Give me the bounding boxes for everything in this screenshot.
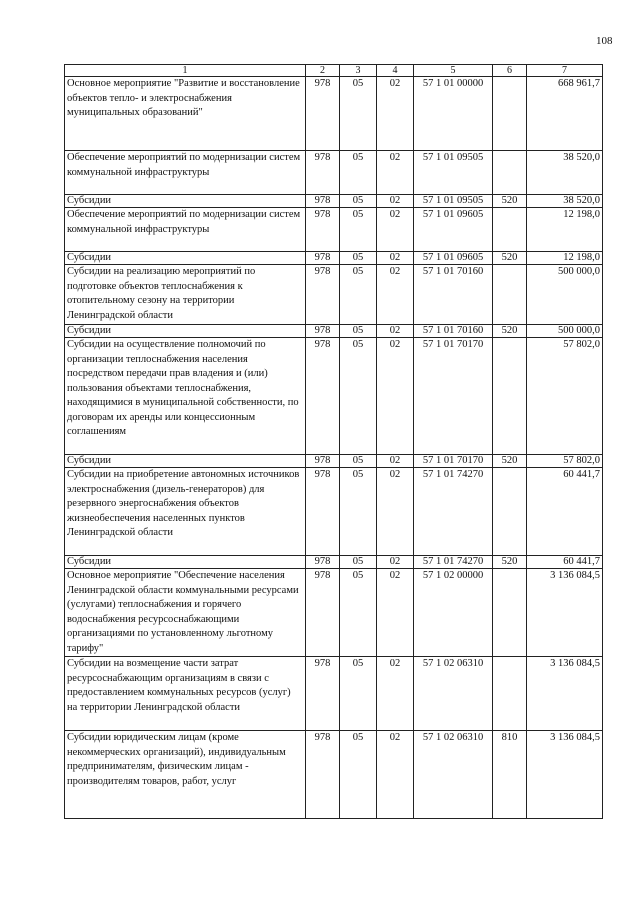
target-article-code: 57 1 02 06310 [414, 657, 493, 731]
column-header: 3 [340, 65, 377, 77]
subsection-code: 02 [377, 468, 414, 556]
table-row [65, 657, 603, 731]
amount: 500 000,0 [527, 325, 603, 338]
section-code: 05 [340, 731, 377, 819]
table-row [65, 265, 603, 325]
expense-type-code [493, 468, 527, 556]
column-header: 2 [306, 65, 340, 77]
item-name: Субсидии [65, 556, 306, 569]
amount: 668 961,7 [527, 77, 603, 151]
expense-type-code [493, 151, 527, 195]
subsection-code: 02 [377, 252, 414, 265]
expense-type-code [493, 208, 527, 252]
table-row [65, 556, 603, 569]
section-code: 05 [340, 325, 377, 338]
subsection-code: 02 [377, 77, 414, 151]
ministry-code: 978 [306, 195, 340, 208]
item-name: Субсидии [65, 252, 306, 265]
target-article-code: 57 1 01 74270 [414, 468, 493, 556]
expense-type-code [493, 77, 527, 151]
section-code: 05 [340, 556, 377, 569]
amount: 60 441,7 [527, 468, 603, 556]
item-name: Субсидии [65, 455, 306, 468]
subsection-code: 02 [377, 657, 414, 731]
subsection-code: 02 [377, 151, 414, 195]
expense-type-code: 810 [493, 731, 527, 819]
target-article-code: 57 1 01 70160 [414, 265, 493, 325]
ministry-code: 978 [306, 265, 340, 325]
column-number-row [65, 65, 603, 77]
column-header: 5 [414, 65, 493, 77]
item-name: Субсидии на реализацию мероприятий по подготовке объектов теплоснабжения к отопительному сезону на территории Ленинградской области [65, 265, 306, 325]
expense-type-code [493, 657, 527, 731]
table-row [65, 325, 603, 338]
subsection-code: 02 [377, 455, 414, 468]
subsection-code: 02 [377, 569, 414, 657]
page-number: 108 [596, 35, 613, 47]
subsection-code: 02 [377, 556, 414, 569]
expense-type-code: 520 [493, 252, 527, 265]
item-name: Обеспечение мероприятий по модернизации систем коммунальной инфраструктуры [65, 151, 306, 195]
expense-type-code [493, 265, 527, 325]
ministry-code: 978 [306, 657, 340, 731]
table-row [65, 569, 603, 657]
expense-type-code: 520 [493, 325, 527, 338]
expense-type-code: 520 [493, 556, 527, 569]
target-article-code: 57 1 01 70170 [414, 338, 493, 455]
subsection-code: 02 [377, 265, 414, 325]
table-row [65, 208, 603, 252]
budget-table [64, 64, 603, 819]
target-article-code: 57 1 01 09505 [414, 151, 493, 195]
amount: 3 136 084,5 [527, 731, 603, 819]
amount: 57 802,0 [527, 455, 603, 468]
table-row [65, 151, 603, 195]
ministry-code: 978 [306, 325, 340, 338]
section-code: 05 [340, 657, 377, 731]
item-name: Субсидии [65, 325, 306, 338]
item-name: Субсидии на осуществление полномочий по организации теплоснабжения населения посредством передачи прав владения и (или) пользования объектами теплоснабжения, находящимися в муниципальной собственности, по договорам их аренды или концессионным соглашениям [65, 338, 306, 455]
section-code: 05 [340, 468, 377, 556]
target-article-code: 57 1 01 00000 [414, 77, 493, 151]
ministry-code: 978 [306, 569, 340, 657]
item-name: Субсидии на возмещение части затрат ресурсоснабжающим организациям в связи с предоставлением коммунальных ресурсов (услуг) на территории Ленинградской области [65, 657, 306, 731]
item-name: Субсидии юридическим лицам (кроме некоммерческих организаций), индивидуальным предпринимателям, физическим лицам - производителям товаров, работ, услуг [65, 731, 306, 819]
ministry-code: 978 [306, 338, 340, 455]
subsection-code: 02 [377, 195, 414, 208]
section-code: 05 [340, 569, 377, 657]
amount: 12 198,0 [527, 208, 603, 252]
table-row [65, 77, 603, 151]
item-name: Обеспечение мероприятий по модернизации систем коммунальной инфраструктуры [65, 208, 306, 252]
ministry-code: 978 [306, 468, 340, 556]
expense-type-code: 520 [493, 195, 527, 208]
target-article-code: 57 1 01 09605 [414, 208, 493, 252]
section-code: 05 [340, 252, 377, 265]
expense-type-code: 520 [493, 455, 527, 468]
column-header: 6 [493, 65, 527, 77]
section-code: 05 [340, 77, 377, 151]
section-code: 05 [340, 338, 377, 455]
item-name: Основное мероприятие "Развитие и восстановление объектов тепло- и электроснабжения муниципальных образований" [65, 77, 306, 151]
column-header: 4 [377, 65, 414, 77]
table-row [65, 468, 603, 556]
target-article-code: 57 1 01 09505 [414, 195, 493, 208]
item-name: Основное мероприятие "Обеспечение населения Ленинградской области коммунальными ресурсами (услугами) теплоснабжения и горячего водоснабжения ресурсоснабжающими организациями по установленному льготному тарифу" [65, 569, 306, 657]
target-article-code: 57 1 01 70170 [414, 455, 493, 468]
target-article-code: 57 1 01 09605 [414, 252, 493, 265]
ministry-code: 978 [306, 455, 340, 468]
amount: 3 136 084,5 [527, 569, 603, 657]
amount: 60 441,7 [527, 556, 603, 569]
target-article-code: 57 1 01 70160 [414, 325, 493, 338]
subsection-code: 02 [377, 731, 414, 819]
target-article-code: 57 1 02 00000 [414, 569, 493, 657]
ministry-code: 978 [306, 77, 340, 151]
table-row [65, 252, 603, 265]
ministry-code: 978 [306, 252, 340, 265]
ministry-code: 978 [306, 731, 340, 819]
amount: 500 000,0 [527, 265, 603, 325]
section-code: 05 [340, 208, 377, 252]
ministry-code: 978 [306, 556, 340, 569]
column-header: 7 [527, 65, 603, 77]
subsection-code: 02 [377, 338, 414, 455]
amount: 57 802,0 [527, 338, 603, 455]
amount: 38 520,0 [527, 195, 603, 208]
section-code: 05 [340, 455, 377, 468]
amount: 38 520,0 [527, 151, 603, 195]
section-code: 05 [340, 265, 377, 325]
expense-type-code [493, 569, 527, 657]
ministry-code: 978 [306, 151, 340, 195]
table-row [65, 455, 603, 468]
table-row [65, 338, 603, 455]
target-article-code: 57 1 02 06310 [414, 731, 493, 819]
expense-type-code [493, 338, 527, 455]
subsection-code: 02 [377, 325, 414, 338]
target-article-code: 57 1 01 74270 [414, 556, 493, 569]
ministry-code: 978 [306, 208, 340, 252]
table-row [65, 731, 603, 819]
section-code: 05 [340, 151, 377, 195]
amount: 12 198,0 [527, 252, 603, 265]
table-row [65, 195, 603, 208]
subsection-code: 02 [377, 208, 414, 252]
section-code: 05 [340, 195, 377, 208]
column-header: 1 [65, 65, 306, 77]
item-name: Субсидии на приобретение автономных источников электроснабжения (дизель-генераторов) для резервного энергоснабжения объектов жизнеобеспечения населенных пунктов Ленинградской области [65, 468, 306, 556]
item-name: Субсидии [65, 195, 306, 208]
amount: 3 136 084,5 [527, 657, 603, 731]
